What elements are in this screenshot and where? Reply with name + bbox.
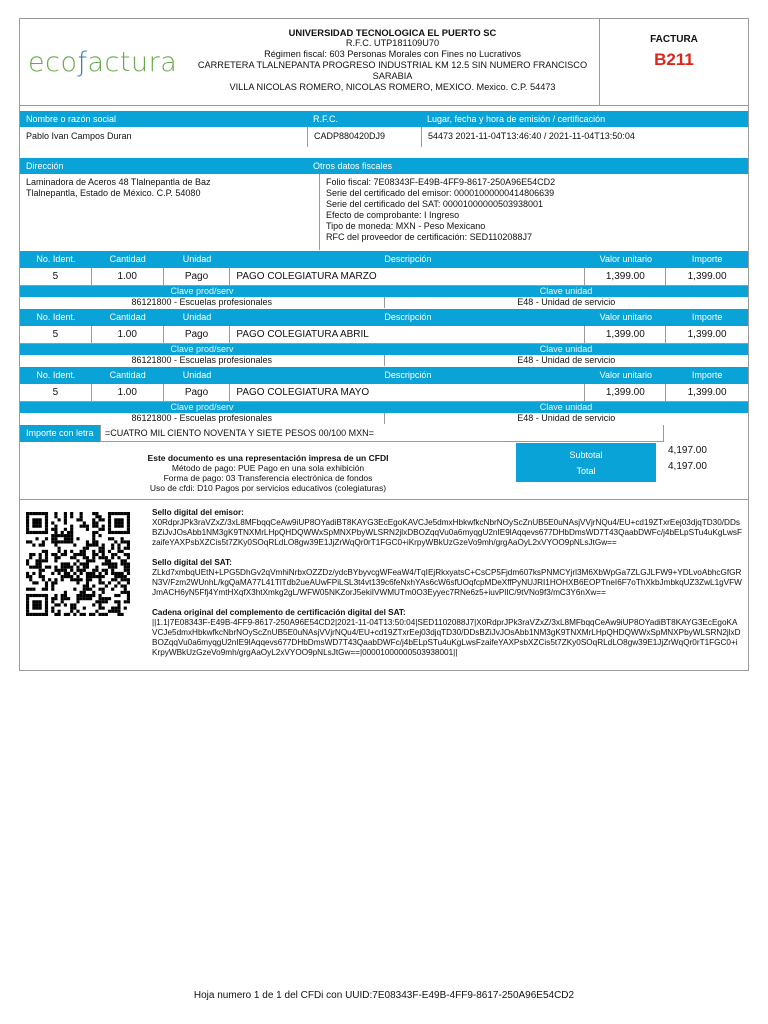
col-qty: Cantidad	[109, 254, 146, 264]
col-amount: Importe	[691, 312, 723, 322]
payment-form: Forma de pago: 03 Transferencia electrónica de fondos	[163, 473, 373, 483]
sat-cert-serial: Serie del certificado del SAT: 00001000000503938001	[326, 199, 543, 209]
item-amount: 1,399.00	[687, 329, 727, 340]
ecofactura-logo	[20, 19, 186, 105]
item-row	[20, 384, 748, 402]
item-amount: 1,399.00	[687, 271, 727, 282]
invoice-header	[20, 19, 748, 106]
address-line-1: Laminadora de Aceros 48 Tlalnepantla de Baz	[26, 177, 211, 187]
issuer-regimen: Régimen fiscal: 603 Personas Morales con Fines no Lucrativos	[264, 49, 521, 59]
items-header-bar	[20, 251, 748, 268]
receptor-rfc: CADP880420DJ9	[307, 127, 421, 147]
item-unit: Pago	[164, 384, 231, 401]
issuer-rfc: R.F.C. UTP181109U70	[345, 38, 440, 48]
item-row	[20, 326, 748, 344]
issuer-address-1: CARRETERA TLALNEPANTA PROGRESO INDUSTRIAL KM 12.5 SIN NUMERO FRANCISCO	[197, 60, 588, 70]
payment-summary	[20, 443, 516, 499]
item-price: 1,399.00	[585, 268, 666, 285]
place-label: Lugar, fecha y hora de emisión / certificación	[427, 114, 606, 124]
col-id: No. Ident.	[36, 254, 76, 264]
address-row	[20, 174, 748, 250]
folio-fiscal: Folio fiscal: 7E08343F-E49B-4FF9-8617-250A96E54CD2	[326, 177, 556, 187]
col-desc: Descripción	[384, 312, 432, 322]
item-prod-key: 86121800 - Escuelas profesionales	[20, 297, 385, 308]
item-keys-row	[20, 355, 748, 366]
issuer-address-2: SARABIA	[372, 71, 413, 81]
item-unit-key: E48 - Unidad de servicio	[517, 297, 616, 307]
voucher-effect: Efecto de comprobante: I Ingreso	[326, 210, 460, 220]
receptor-row	[20, 127, 748, 147]
item-keys-row	[20, 297, 748, 308]
issuer-address-3: VILLA NICOLAS ROMERO, NICOLAS ROMERO, MEXICO. Mexico. C.P. 54473	[229, 82, 556, 92]
total-value: 4,197.00	[668, 461, 707, 472]
item-unit-key: E48 - Unidad de servicio	[517, 355, 616, 365]
rfc-label: R.F.C.	[313, 114, 339, 124]
col-price: Valor unitario	[599, 370, 653, 380]
subtotal-label: Subtotal	[569, 450, 603, 460]
page-footer: Hoja numero 1 de 1 del CFDi con UUID:7E08343F-E49B-4FF9-8617-250A96E54CD2	[193, 990, 575, 1001]
item-amount: 1,399.00	[687, 387, 727, 398]
col-amount: Importe	[691, 254, 723, 264]
logo-f-icon: ƒ	[77, 46, 88, 78]
emitter-seal-label: Sello digital del emisor:	[152, 508, 244, 517]
col-desc: Descripción	[384, 254, 432, 264]
invoice-label: FACTURA	[650, 34, 698, 45]
issuer-info	[186, 19, 599, 105]
item-unit: Pago	[164, 326, 231, 343]
original-chain: ||1.1|7E08343F-E49B-4FF9-8617-250A96E54CD2|2021-11-04T13:50:04|SED1102088J7|X0RdprJPk3raVZxZ/3xL8MFbqqCeAw9iUP8OYadiBT8KAYG3EcEgoKAVCJe5dmxHbkwfkcNbrNOyScZnUB5E0uNAsjVVjrNQu4/EU+cd19ZTxrEej03djqTD30/DDsBZiJvJOsAbb1NM3gK9TNXMrLHpQHDQWWxSpMNXPbyWLSRN2jlxDBOZqqVu0a6myqgU2nIE9lAqqevs677DHbDmsWD7T43QaabDWFc/j4bELpSTu4uKgLwsFzaifeYAXPsbXZCis5t7ZKy0SOqRLdLO8gw39E1JjZrWqQr0rT1FGC0+iKrpyWBkUzGzeVo9mh/grgAaOyL2xVYOO9pNLsJtGw==|00001000000503938001||	[152, 618, 741, 657]
col-unit: Unidad	[182, 370, 212, 380]
item-desc: PAGO COLEGIATURA MARZO	[230, 268, 585, 285]
digital-seals	[152, 508, 742, 658]
seal-section	[20, 500, 748, 670]
item-price: 1,399.00	[585, 326, 666, 343]
issuer-cert-serial: Serie del certificado del emisor: 00001000000414806639	[326, 188, 555, 198]
item-qty: 1.00	[92, 268, 164, 285]
sat-seal-label: Sello digital del SAT:	[152, 558, 232, 567]
item-keys-header	[20, 344, 748, 355]
qr-code-icon	[26, 512, 130, 616]
item-desc: PAGO COLEGIATURA ABRIL	[230, 326, 585, 343]
item-id: 5	[20, 326, 92, 343]
amount-in-words-label: Importe con letra	[20, 425, 100, 442]
original-chain-label: Cadena original del complemento de certificación digital del SAT:	[152, 608, 406, 617]
col-id: No. Ident.	[36, 312, 76, 322]
col-prod-key: Clave prod/serv	[170, 286, 234, 296]
sat-seal: ZLkd7xmbqUEtN+LPG5DhGv2qVmhiNrbxOZZDz/ydcBYbyvcgWFeaW4/TqIEjRkxyatsC+CsCP5Fjdm607ksPNMCYjrl3M6XbWpGa7ZLGJLFW9+YDLvoAbhcGfGRN3V/Fzm2WUnhL/kgQaMA77L41TlTdb2ueAUwFPiLSL3t4vt139c6feNxhYAs6cW6sfUOqfcpMDeXffPyNUJRI1HOHXB6EOPTneI6F7oThXkbJmbkqUZ3ZwL1gVFWJmACH6yN5Ffj4YmtHXqfX3htXmkg2gL/WFW05NKZorJ5ekiIVWMUTm0O3Eyyec7RNe6z5+iuvPlIC/9tVNo9f3/mC3Y6nXw==	[152, 568, 742, 597]
items-header-bar	[20, 309, 748, 326]
item-keys-header	[20, 286, 748, 297]
name-label: Nombre o razón social	[26, 114, 117, 124]
cert-provider-rfc: RFC del proveedor de certificación: SED1102088J7	[326, 232, 532, 242]
totals-labels	[516, 443, 656, 482]
col-prod-key: Clave prod/serv	[170, 344, 234, 354]
invoice-number: B211	[654, 50, 694, 69]
col-unit-key: Clave unidad	[539, 402, 593, 412]
cfdi-use: Uso de cfdi: D10 Pagos por servicios educativos (colegiaturas)	[149, 483, 387, 493]
address-header-bar	[20, 158, 748, 174]
col-desc: Descripción	[384, 370, 432, 380]
col-qty: Cantidad	[109, 312, 146, 322]
item-qty: 1.00	[92, 326, 164, 343]
col-prod-key: Clave prod/serv	[170, 402, 234, 412]
col-unit-key: Clave unidad	[539, 286, 593, 296]
amount-in-words: =CUATRO MIL CIENTO NOVENTA Y SIETE PESOS 00/100 MXN=	[100, 425, 664, 442]
item-id: 5	[20, 268, 92, 285]
logo-text-actura: actura	[87, 46, 178, 78]
item-desc: PAGO COLEGIATURA MAYO	[230, 384, 585, 401]
item-prod-key: 86121800 - Escuelas profesionales	[20, 355, 385, 366]
item-qty: 1.00	[92, 384, 164, 401]
item-keys-row	[20, 413, 748, 424]
receptor-name: Pablo Ivan Campos Duran	[26, 131, 132, 141]
other-fiscal-data	[319, 174, 748, 250]
col-unit: Unidad	[182, 312, 212, 322]
amount-in-words-row	[20, 425, 748, 442]
subtotal-value: 4,197.00	[668, 445, 707, 456]
receptor-header-bar	[20, 111, 748, 127]
logo-text-eco: eco	[28, 46, 78, 78]
invoice-frame	[19, 18, 749, 671]
col-price: Valor unitario	[599, 254, 653, 264]
receptor-address	[20, 174, 319, 250]
issuer-name: UNIVERSIDAD TECNOLOGICA EL PUERTO SC	[288, 27, 497, 38]
emission-place-date: 54473 2021-11-04T13:46:40 / 2021-11-04T13:50:04	[421, 127, 748, 147]
totals-values	[656, 443, 748, 499]
col-unit: Unidad	[182, 254, 212, 264]
payment-method: Método de pago: PUE Pago en una sola exhibición	[171, 463, 365, 473]
col-id: No. Ident.	[36, 370, 76, 380]
other-fiscal-label: Otros datos fiscales	[313, 161, 393, 171]
item-id: 5	[20, 384, 92, 401]
address-line-2: Tlalnepantla, Estado de México. C.P. 54080	[26, 188, 201, 198]
item-unit-key: E48 - Unidad de servicio	[517, 413, 616, 423]
invoice-number-box	[599, 19, 748, 105]
col-price: Valor unitario	[599, 312, 653, 322]
currency-type: Tipo de moneda: MXN - Peso Mexicano	[326, 221, 486, 231]
items-header-bar	[20, 367, 748, 384]
item-price: 1,399.00	[585, 384, 666, 401]
item-keys-header	[20, 402, 748, 413]
col-qty: Cantidad	[109, 370, 146, 380]
emitter-seal: X0RdprJPk3raVZxZ/3xL8MFbqqCeAw9iUP8OYadiBT8KAYG3EcEgoKAVCJe5dmxHbkwfkcNbrNOyScZnUB5E0uNAsjVVjrNQu4/EU+cd19ZTxrEej03djqTD30/DDsBZiJvJOsAbb1NM3gK9TNXMrLHpQHDQWWxSpMNXPbyWLSRN2jlxDBOZqqVu0a6myqgU2nIE9lAqqevs677DHbDmsWD7T43QaabDWFc/j4bELpSTu4uKgLwsFzaifeYAXPsbXZCis5t7ZKy0SOqRLdLO8gw39E1JjZrWqQr0rT1FGC0+iKrpyWBkUzGzeVo9mh/grgAaOyL2xVYOO9pNLsJtGw==	[152, 518, 742, 547]
item-prod-key: 86121800 - Escuelas profesionales	[20, 413, 385, 424]
total-label: Total	[576, 466, 596, 476]
address-label: Dirección	[26, 161, 64, 171]
item-unit: Pago	[164, 268, 231, 285]
cfdi-notice: Este documento es una representación impresa de un CFDI	[147, 453, 389, 463]
col-amount: Importe	[691, 370, 723, 380]
totals-section	[20, 443, 748, 500]
invoice-page	[19, 18, 749, 671]
item-row	[20, 268, 748, 286]
col-unit-key: Clave unidad	[539, 344, 593, 354]
